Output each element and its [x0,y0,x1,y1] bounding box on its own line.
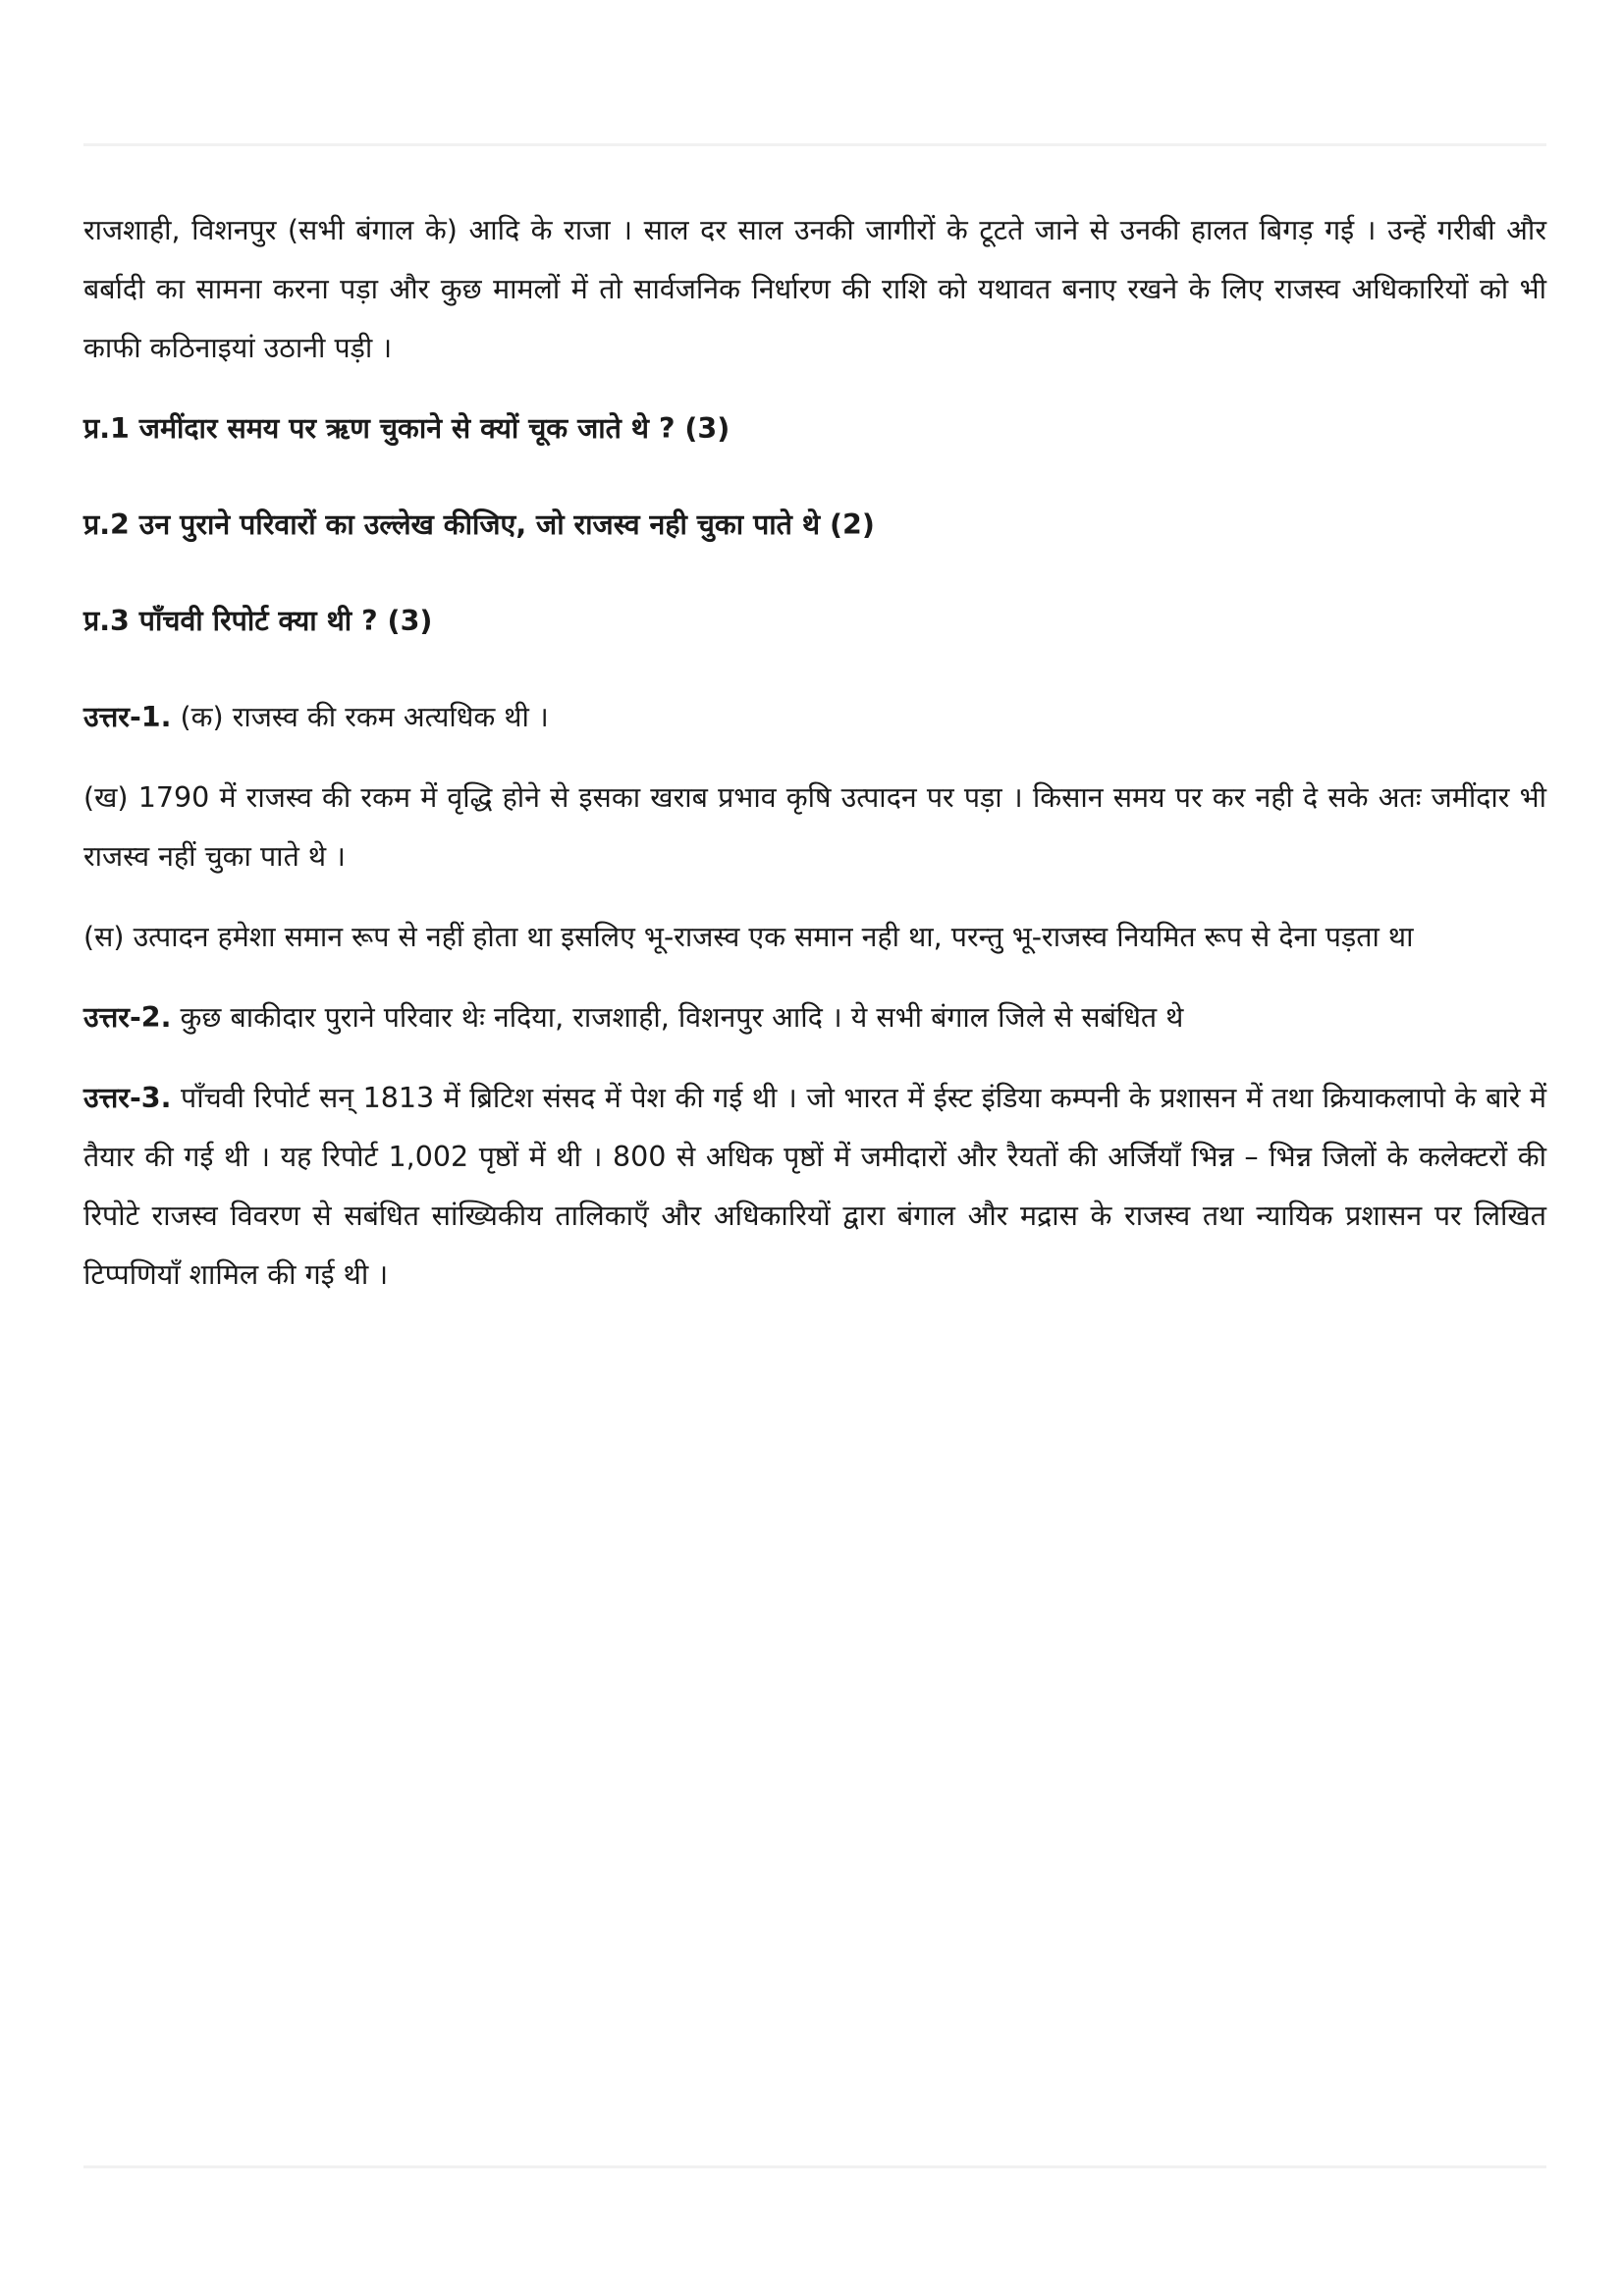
answer-1-label: उत्तर-1. [83,701,172,733]
answer-2 [83,988,1546,1047]
intro-paragraph: राजशाही, विशनपुर (सभी बंगाल के) आदि के राजा । साल दर साल उनकी जागीरों के टूटते जाने से उनकी हालत बिगड़ गई । उन्हें गरीबी और बर्बादी का सामना करना पड़ा और कुछ मामलों में तो सार्वजनिक निर्धारण की राशि को यथावत बनाए रखने के लिए राजस्व अधिकारियों को भी काफी कठिनाइयां उठानी पड़ी । [83,214,1546,364]
answer-3-label: उत्तर-3. [83,1082,172,1114]
question-3: प्र.3 पाँचवी रिपोर्ट क्या थी ? (3) [83,605,433,637]
footer-divider [83,2165,1546,2168]
answer-1 [83,688,1546,747]
answer-1-part-b: (ख) 1790 में राजस्व की रकम में वृद्धि होने से इसका खराब प्रभाव कृषि उत्पादन पर पड़ा । किसान समय पर कर नही दे सके अतः जमींदार भी राजस्व नहीं चुका पाते थे । [83,781,1546,873]
header-divider [83,143,1546,146]
question-1: प्र.1 जमींदार समय पर ऋण चुकाने से क्यों चूक जाते थे ? (3) [83,412,730,445]
answer-1-part-c: (स) उत्पादन हमेशा समान रूप से नहीं होता था इसलिए भू-राजस्व एक समान नही था, परन्तु भू-राजस्व नियमित रूप से देना पड़ता था [83,921,1414,953]
question-2: प्र.2 उन पुराने परिवारों का उल्लेख कीजिए, जो राजस्व नही चुका पाते थे (2) [83,508,875,541]
answer-3-text: पाँचवी रिपोर्ट सन् 1813 में ब्रिटिश संसद में पेश की गई थी । जो भारत में ईस्ट इंडिया कम्पनी के प्रशासन में तथा क्रियाकलापो के बारे में तैयार की गई थी । यह रिपोर्ट 1,002 पृष्ठों में थी । 800 से अधिक पृष्ठों में जमीदारों और रैयतों की अर्जियाँ भिन्न – भिन्न जिलों के कलेक्टरों की रिपोटे राजस्व विवरण से सबंधित सांख्यिकीय तालिकाएँ और अधिकारियों द्वारा बंगाल और मद्रास के राजस्व तथा न्यायिक प्रशासन पर लिखित टिप्पणियाँ शामिल की गई थी । [83,1082,1546,1291]
answer-1-text: (क) राजस्व की रकम अत्यधिक थी । [171,701,549,733]
answer-2-label: उत्तर-2. [83,1001,172,1034]
answer-3 [83,1069,1546,1305]
answer-2-text: कुछ बाकीदार पुराने परिवार थेः नदिया, राजशाही, विशनपुर आदि । ये सभी बंगाल जिले से सबंधित थे [171,1001,1184,1034]
page-body [83,201,1546,1326]
